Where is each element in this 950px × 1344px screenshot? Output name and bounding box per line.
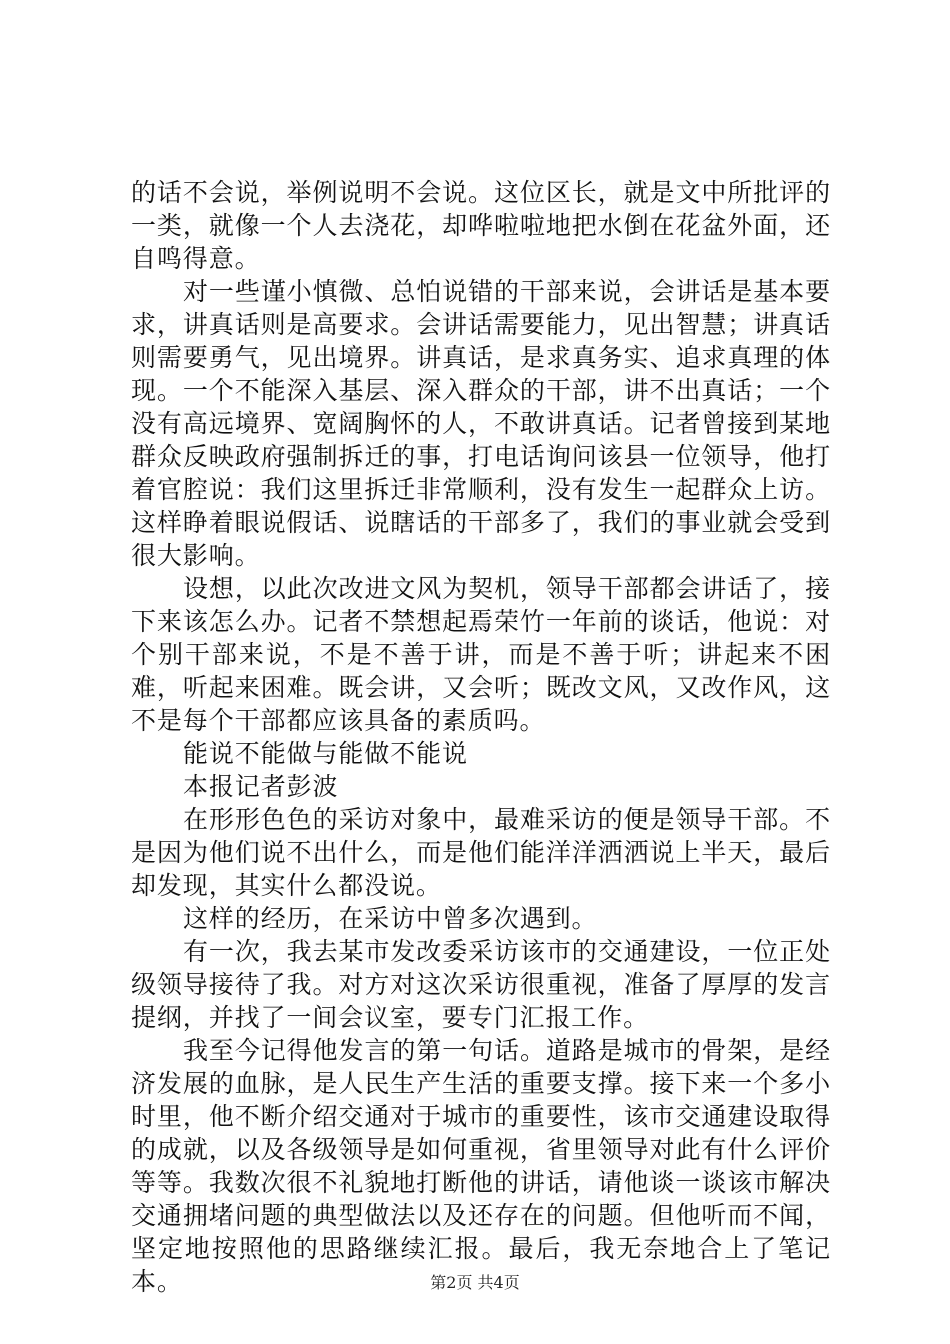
byline: 本报记者彭波 xyxy=(183,772,339,801)
paragraph: 在形形色色的采访对象中，最难采访的便是领导干部。不是因为他们说不出什么，而是他们能洋洋洒洒说上半天，最后却发现，其实什么都没说。 xyxy=(131,805,831,900)
article-body xyxy=(131,176,831,1298)
paragraph: 我至今记得他发言的第一句话。道路是城市的骨架，是经济发展的血脉，是人民生产生活的重要支撑。接下来一个多小时里，他不断介绍交通对于城市的重要性，该市交通建设取得的成就，以及各级领导是如何重视，省里领导对此有什么评价等等。我数次很不礼貌地打断他的讲话，请他谈一谈该市解决交通拥堵问题的典型做法以及还存在的问题。但他听而不闻，坚定地按照他的思路继续汇报。最后，我无奈地合上了笔记本。 xyxy=(131,1036,831,1296)
paragraph: 设想，以此次改进文风为契机，领导干部都会讲话了，接下来该怎么办。记者不禁想起焉荣竹一年前的谈话，他说：对个别干部来说，不是不善于讲，而是不善于听；讲起来不困难，听起来困难。既会讲，又会听；既改文风，又改作风，这不是每个干部都应该具备的素质吗。 xyxy=(131,574,831,735)
paragraph: 有一次，我去某市发改委采访该市的交通建设，一位正处级领导接待了我。对方对这次采访很重视，准备了厚厚的发言提纲，并找了一间会议室，要专门汇报工作。 xyxy=(131,937,831,1032)
paragraph: 的话不会说，举例说明不会说。这位区长，就是文中所批评的一类，就像一个人去浇花，却哗啦啦地把水倒在花盆外面，还自鸣得意。 xyxy=(131,178,831,273)
page-number-footer: 第2页 共4页 xyxy=(430,1273,520,1292)
paragraph: 对一些谨小慎微、总怕说错的干部来说，会讲话是基本要求，讲真话则是高要求。会讲话需要能力，见出智慧；讲真话则需要勇气，见出境界。讲真话，是求真务实、追求真理的体现。一个不能深入基层、深入群众的干部，讲不出真话；一个没有高远境界、宽阔胸怀的人，不敢讲真话。记者曾接到某地群众反映政府强制拆迁的事，打电话询问该县一位领导，他打着官腔说：我们这里拆迁非常顺利，没有发生一起群众上访。这样睁着眼说假话、说瞎话的干部多了，我们的事业就会受到很大影响。 xyxy=(131,277,831,570)
section-heading: 能说不能做与能做不能说 xyxy=(183,739,468,768)
paragraph: 这样的经历，在采访中曾多次遇到。 xyxy=(183,904,598,933)
